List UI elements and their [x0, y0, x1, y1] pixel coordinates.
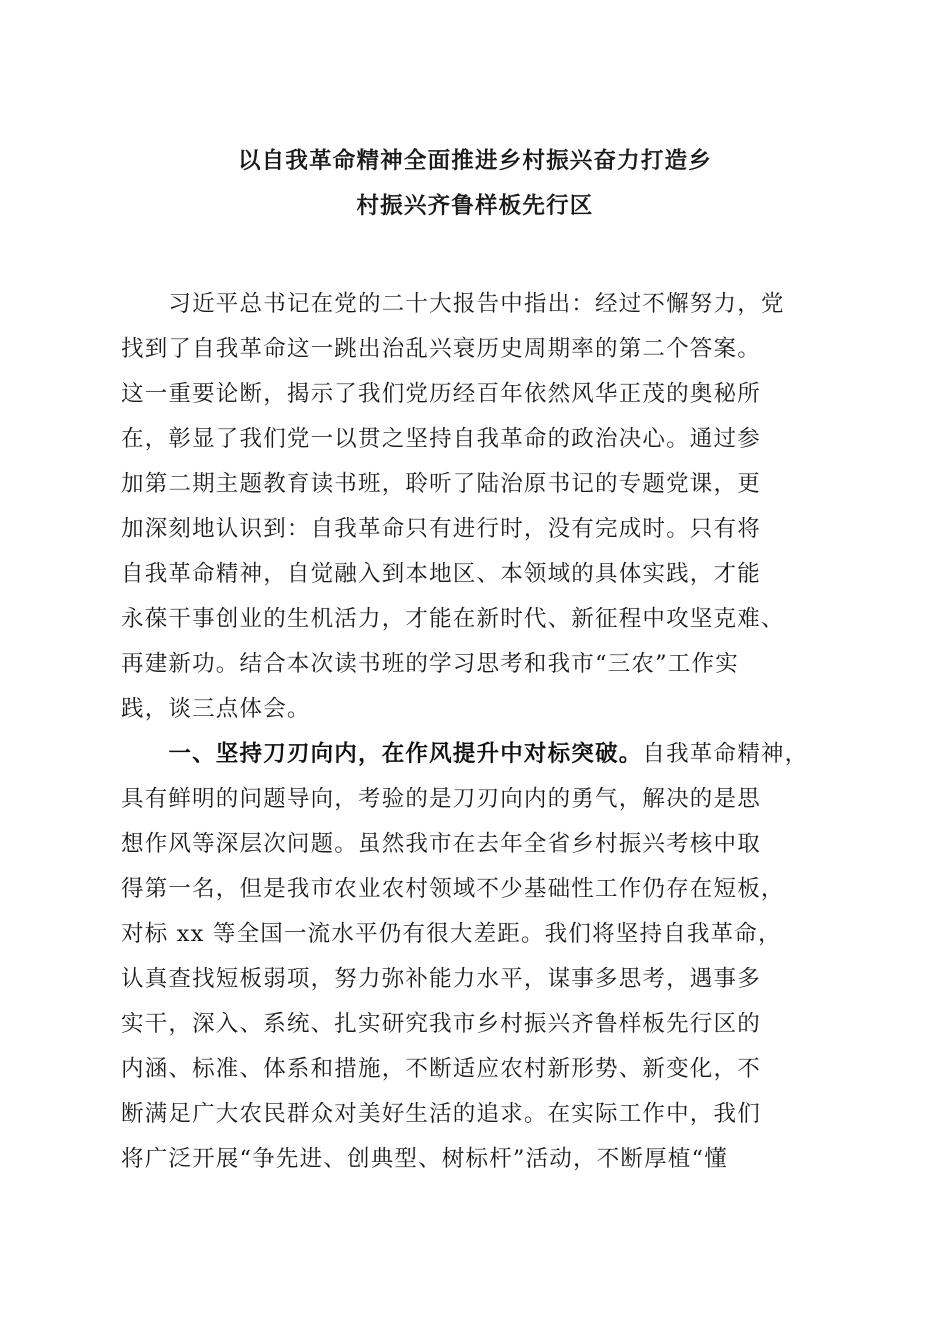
- section-heading-continuation: 自我革命精神，: [642, 741, 809, 767]
- document-body: [121, 282, 841, 1182]
- section-heading: 一、坚持刀刃向内，在作风提升中对标突破。: [121, 741, 643, 767]
- text-line: 断满足广大农民群众对美好生活的追求。在实际工作中，我们: [121, 1101, 761, 1127]
- text-line: 实干，深入、系统、扎实研究我市乡村振兴齐鲁样板先行区的: [121, 1011, 761, 1037]
- document-title: [100, 139, 850, 229]
- text-line: 想作风等深层次问题。虽然我市在去年全省乡村振兴考核中取: [121, 831, 761, 857]
- text-line: 永葆干事创业的生机活力，才能在新时代、新征程中攻坚克难、: [121, 606, 785, 632]
- text-line: 加第二期主题教育读书班，聆听了陆治原书记的专题党课，更: [121, 471, 761, 497]
- text-line: 得第一名，但是我市农业农村领域不少基础性工作仍存在短板，: [121, 876, 785, 902]
- text-line: 再建新功。结合本次读书班的学习思考和我市“三农”工作实: [121, 651, 739, 677]
- text-line: 认真查找短板弱项，努力弥补能力水平，谋事多思考，遇事多: [121, 966, 761, 992]
- text-line: 加深刻地认识到：自我革命只有进行时，没有完成时。只有将: [121, 516, 761, 542]
- text-line: 践，谈三点体会。: [121, 696, 311, 722]
- text-line: 找到了自我革命这一跳出治乱兴衰历史周期率的第二个答案。: [121, 336, 761, 362]
- title-line: 村振兴齐鲁样板先行区: [356, 193, 594, 219]
- text-line: 这一重要论断，揭示了我们党历经百年依然风华正茂的奥秘所: [121, 381, 761, 407]
- text-line: 内涵、标准、体系和措施，不断适应农村新形势、新变化，不: [121, 1056, 761, 1082]
- section-heading-line: [121, 732, 841, 777]
- text-line: 自我革命精神，自觉融入到本地区、本领域的具体实践，才能: [121, 561, 761, 587]
- text-line: 习近平总书记在党的二十大报告中指出：经过不懈努力，党: [121, 291, 785, 317]
- text-line: 在，彰显了我们党一以贯之坚持自我革命的政治决心。通过参: [121, 426, 761, 452]
- paragraph-intro: [121, 282, 841, 732]
- text-line: 具有鲜明的问题导向，考验的是刀刃向内的勇气，解决的是思: [121, 786, 761, 812]
- text-line: 将广泛开展“争先进、创典型、树标杆”活动，不断厚植“懂: [121, 1146, 728, 1172]
- text-line: 对标 xx 等全国一流水平仍有很大差距。我们将坚持自我革命，: [121, 921, 782, 947]
- paragraph-section-1: [121, 732, 841, 1182]
- title-line: 以自我革命精神全面推进乡村振兴奋力打造乡: [237, 148, 712, 174]
